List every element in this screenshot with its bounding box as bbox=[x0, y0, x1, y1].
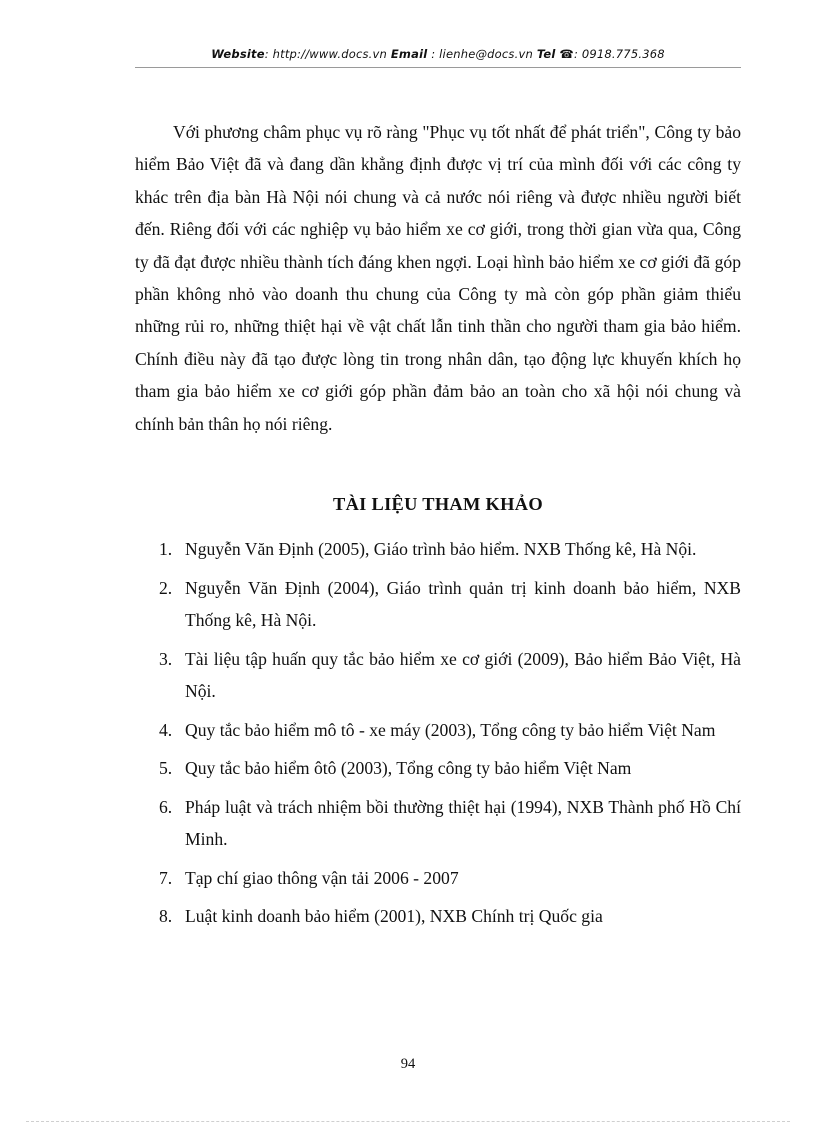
references-list bbox=[135, 533, 741, 939]
tel-label: Tel bbox=[536, 47, 556, 61]
header-divider bbox=[135, 67, 741, 68]
references-title: TÀI LIỆU THAM KHẢO bbox=[333, 494, 543, 514]
reference-number: 5. bbox=[159, 758, 173, 779]
reference-item bbox=[135, 714, 741, 746]
phone-icon: ☎ bbox=[559, 47, 574, 61]
reference-number: 7. bbox=[159, 867, 173, 888]
reference-item bbox=[135, 643, 741, 708]
reference-item bbox=[135, 572, 741, 637]
reference-number: 8. bbox=[159, 906, 173, 927]
reference-number: 1. bbox=[159, 539, 173, 559]
reference-text: Pháp luật và trách nhiệm bồi thường thiệt hại (1994), NXB Thành phố Hồ Chí Minh. bbox=[185, 796, 741, 850]
main-text bbox=[135, 116, 741, 440]
page-bottom-border bbox=[26, 1121, 790, 1122]
reference-text: Tạp chí giao thông vận tải 2006 - 2007 bbox=[185, 867, 459, 888]
reference-text: Quy tắc bảo hiểm mô tô - xe máy (2003), Tổng công ty bảo hiểm Việt Nam bbox=[185, 719, 716, 740]
reference-text: Quy tắc bảo hiểm ôtô (2003), Tổng công ty bảo hiểm Việt Nam bbox=[185, 758, 632, 779]
website-label: Website bbox=[211, 47, 265, 61]
reference-text: Luật kinh doanh bảo hiểm (2001), NXB Chính trị Quốc gia bbox=[185, 906, 603, 927]
reference-text: Tài liệu tập huấn quy tắc bảo hiểm xe cơ giới (2009), Bảo hiểm Bảo Việt, Hà Nội. bbox=[185, 648, 741, 701]
tel-value: : 0918.775.368 bbox=[573, 47, 665, 61]
reference-item bbox=[135, 533, 741, 565]
email-value[interactable]: : lienhe@docs.vn bbox=[431, 47, 533, 61]
website-value[interactable]: : http://www.docs.vn bbox=[264, 47, 388, 61]
reference-item bbox=[135, 862, 741, 894]
reference-text: Nguyễn Văn Định (2004), Giáo trình quản trị kinh doanh bảo hiểm, NXB Thống kê, Hà Nội. bbox=[185, 577, 741, 630]
reference-number: 2. bbox=[159, 577, 173, 598]
reference-number: 4. bbox=[159, 719, 173, 740]
reference-number: 3. bbox=[159, 648, 173, 669]
page-number: 94 bbox=[400, 1056, 416, 1072]
reference-text: Nguyễn Văn Định (2005), Giáo trình bảo hiểm. NXB Thống kê, Hà Nội. bbox=[185, 539, 697, 559]
page-header bbox=[135, 47, 741, 61]
body-paragraph: Với phương châm phục vụ rõ ràng "Phục vụ tốt nhất để phát triển", Công ty bảo hiểm Bảo Việt đã và đang dần khẳng định được vị trí của mình đối với các công ty khác trên địa bàn Hà Nội nói chung và cả nước nói riêng và được nhiều người biết đến. Riêng đối với các nghiệp vụ bảo hiểm xe cơ giới, trong thời gian vừa qua, Công ty đã đạt được nhiều thành tích đáng khen ngợi. Loại hình bảo hiểm xe cơ giới đã góp phần không nhỏ vào doanh thu chung của Công ty mà còn góp phần giảm thiểu những rủi ro, những thiệt hại về vật chất lẫn tinh thần cho người tham gia bảo hiểm. Chính điều này đã tạo được lòng tin trong nhân dân, tạo động lực khuyến khích họ tham gia bảo hiểm xe cơ giới góp phần đảm bảo an toàn cho xã hội nói chung và chính bản thân họ nói riêng. bbox=[135, 122, 741, 434]
reference-item bbox=[135, 900, 741, 932]
reference-item bbox=[135, 752, 741, 784]
reference-number: 6. bbox=[159, 796, 173, 817]
reference-item bbox=[135, 791, 741, 856]
email-label: Email bbox=[390, 47, 428, 61]
